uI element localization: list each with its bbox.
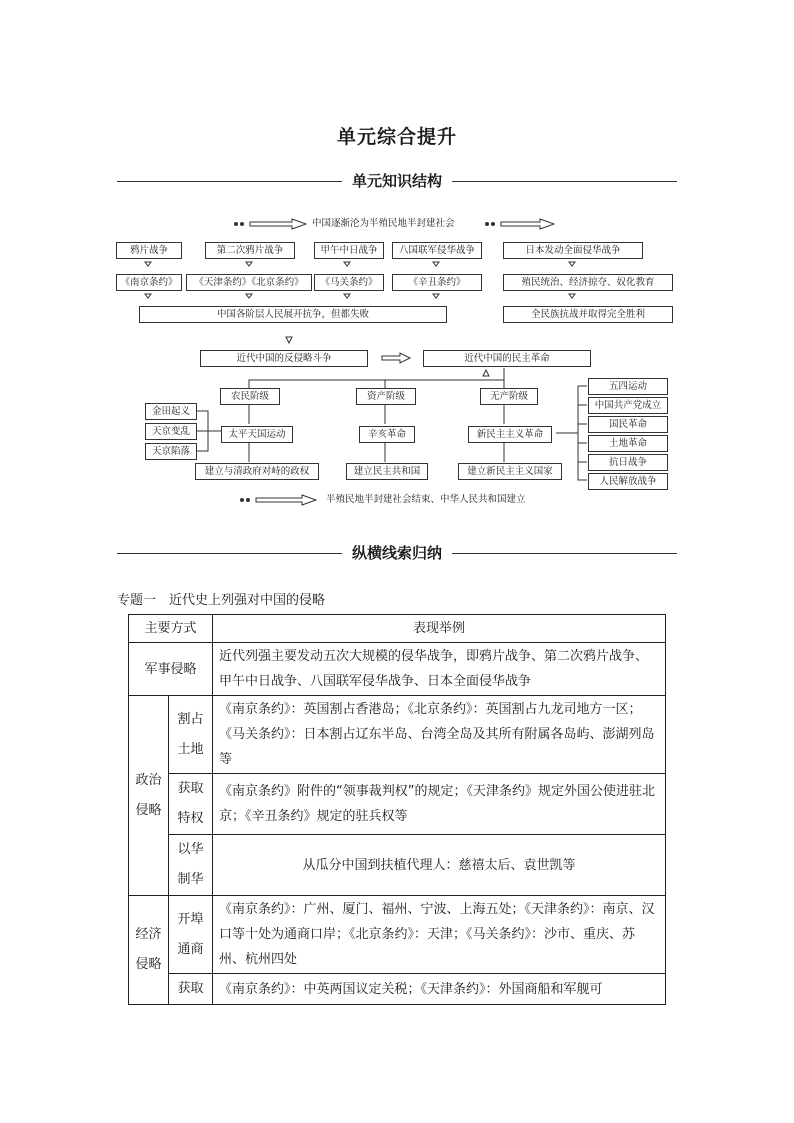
category-cell: 政治侵略 <box>129 696 169 896</box>
subcategory-cell: 获取特权 <box>169 774 213 835</box>
anti-aggression-box: 近代中国的反侵略斗争 <box>200 350 368 367</box>
section-header-clues <box>117 543 677 563</box>
democratic-revolution-box: 近代中国的民主革命 <box>423 350 591 367</box>
movement-box: 新民主主义革命 <box>468 426 552 443</box>
section-title: 单元知识结构 <box>342 172 452 190</box>
column-header: 主要方式 <box>129 615 213 643</box>
table-row <box>129 774 666 835</box>
table-header-row <box>129 615 666 643</box>
result-box: 建立民主共和国 <box>346 463 428 480</box>
subcategory-cell: 获取 <box>169 974 213 1005</box>
war-box: 八国联军侵华战争 <box>392 242 482 259</box>
victory-box: 全民族抗战并取得完全胜利 <box>503 306 673 323</box>
treaty-box: 《马关条约》 <box>314 274 384 291</box>
war-box: 第二次鸦片战争 <box>205 242 295 259</box>
ccp-stage-box: 国民革命 <box>588 416 668 433</box>
bottom-flow-text: 半殖民地半封建社会结束、中华人民共和国建立 <box>326 494 526 505</box>
content-cell: 《南京条约》：英国割占香港岛；《北京条约》：英国割占九龙司地方一区；《马关条约》：日本割占辽东半岛、台湾全岛及其所有附属各岛屿、澎湖列岛等 <box>213 696 666 774</box>
taiping-event-box: 天京陷落 <box>145 443 197 460</box>
ccp-stage-box: 人民解放战争 <box>588 473 668 490</box>
war-box: 日本发动全面侵华战争 <box>503 242 643 259</box>
topic-heading: 专题一 近代史上列强对中国的侵略 <box>117 593 326 608</box>
table-row <box>129 835 666 896</box>
treaty-box: 《天津条约》《北京条约》 <box>186 274 312 291</box>
war-box: 鸦片战争 <box>116 242 182 259</box>
class-box: 农民阶级 <box>220 388 280 405</box>
table-row <box>129 643 666 696</box>
table-row <box>129 696 666 774</box>
content-cell: 近代列强主要发动五次大规模的侵华战争，即鸦片战争、第二次鸦片战争、甲午中日战争、八国联军侵华战争、日本全面侵华战争 <box>213 643 666 696</box>
result-box: 建立与清政府对峙的政权 <box>195 463 319 480</box>
ccp-stage-box: 五四运动 <box>588 378 668 395</box>
content-cell: 《南京条约》：广州、厦门、福州、宁波、上海五处；《天津条约》：南京、汉口等十处为通商口岸；《北京条约》：天津；《马关条约》：沙市、重庆、苏州、杭州四处 <box>213 896 666 974</box>
subcategory-cell: 以华制华 <box>169 835 213 896</box>
column-header: 表现举例 <box>213 615 666 643</box>
treaty-box: 殖民统治、经济掠夺、奴化教育 <box>503 274 673 291</box>
ccp-stage-box: 中国共产党成立 <box>588 397 668 414</box>
category-cell: 军事侵略 <box>129 643 213 696</box>
taiping-event-box: 天京变乱 <box>145 423 197 440</box>
category-cell: 经济侵略 <box>129 896 169 1005</box>
section-title: 纵横线索归纳 <box>342 544 452 562</box>
class-box: 资产阶级 <box>356 388 416 405</box>
table-row <box>129 896 666 974</box>
resist-box: 中国各阶层人民展开抗争，但都失败 <box>139 306 447 323</box>
content-cell: 《南京条约》：中英两国议定关税；《天津条约》：外国商船和军舰可 <box>213 974 666 1005</box>
war-box: 甲午中日战争 <box>314 242 384 259</box>
ccp-stage-box: 抗日战争 <box>588 454 668 471</box>
aggression-table <box>128 614 666 1005</box>
subcategory-cell: 开埠通商 <box>169 896 213 974</box>
movement-box: 太平天国运动 <box>221 426 293 443</box>
taiping-event-box: 金田起义 <box>145 403 197 420</box>
class-box: 无产阶级 <box>480 388 538 405</box>
ccp-stage-box: 土地革命 <box>588 435 668 452</box>
content-cell: 《南京条约》附件的“领事裁判权”的规定；《天津条约》规定外国公使进驻北京；《辛丑条约》规定的驻兵权等 <box>213 774 666 835</box>
subcategory-cell: 割占土地 <box>169 696 213 774</box>
result-box: 建立新民主主义国家 <box>458 463 562 480</box>
page-title: 单元综合提升 <box>336 126 457 148</box>
treaty-box: 《南京条约》 <box>116 274 182 291</box>
movement-box: 辛亥革命 <box>359 426 415 443</box>
content-cell: 从瓜分中国到扶植代理人：慈禧太后、袁世凯等 <box>213 835 666 896</box>
treaty-box: 《辛丑条约》 <box>392 274 482 291</box>
table-row <box>129 974 666 1005</box>
top-flow-text: 中国逐渐沦为半殖民地半封建社会 <box>312 218 455 229</box>
